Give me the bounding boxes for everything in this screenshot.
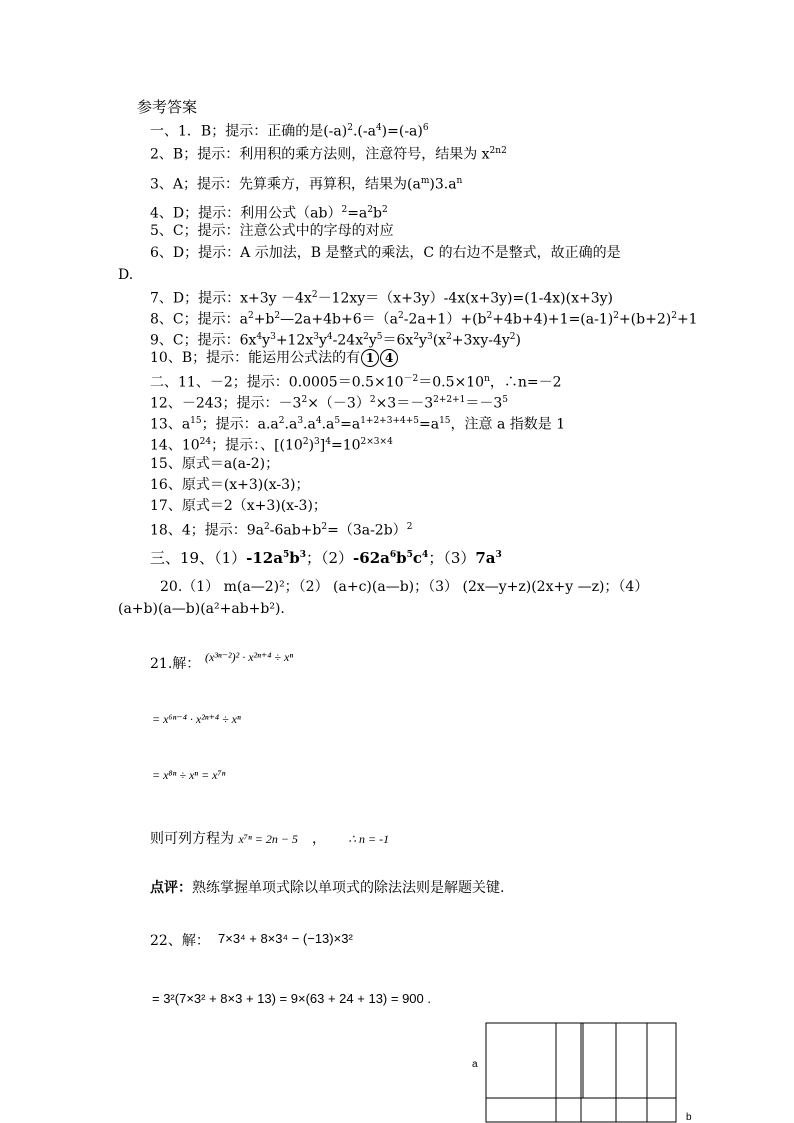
q19-answer-3: $7a^3$: [475, 549, 502, 567]
figure-label-a: a: [472, 1059, 478, 1070]
page-title: 参考答案: [137, 98, 198, 116]
answer-line: 5、C；提示：注意公式中的字母的对应: [150, 223, 394, 239]
answer-line: 8、C；提示：$a^2+b^2—2a+4b+6=(a^2-2a+1)+(b^2+4b+4)+1=(a-1)^2+(b+2)^2+1$: [150, 311, 698, 328]
circled-number: 4: [380, 349, 398, 367]
answer-line: 二、11、－2；提示：$0.0005=0.5\times 10^{-2}=0.5\times 10^n$，∴n=－2: [150, 374, 562, 391]
q19-answer-1: $-12a^5b^3$: [246, 549, 306, 567]
answer-line: 7、D；提示：$x+3y -4x^2-12xy=(x+3y)-4x(x+3y)=(1-4x)(x+3y)$: [150, 290, 613, 307]
q19-prefix: 三、19、（1）: [150, 549, 247, 567]
answer-22-label: 22、解：: [150, 933, 210, 949]
figure-label-b: b: [686, 1112, 692, 1123]
answer-line: 15、原式＝a(a-2)；: [150, 456, 280, 472]
answer-line: 14、$10^{24}$；提示：、$[(10^2)^3]^4=10^{2\times 3\times 4}$: [150, 437, 393, 454]
answer-22-eq-2: = 3²(7×3² + 8×3 + 13) = 9×(63 + 24 + 13) = 900 .: [152, 991, 431, 1006]
answer-line: 13、$a^{15}$；提示：$a.a^2.a^3.a^4.a^5=a^{1+2+3+4+5}=a^{15}$，注意 a 指数是 1: [150, 416, 566, 433]
answer-21-label: 21.解：: [150, 656, 201, 672]
answer-line: 2、B；提示：利用积的乘方法则，注意符号，结果为 $x^{2n2}$: [150, 146, 507, 163]
answer-line: 10、B；提示：能运用公式法的有 1 4: [150, 349, 398, 367]
answer-21-comment: 点评：熟练掌握单项式除以单项式的除法法则是解题关键.: [150, 880, 505, 896]
answer-21-eq-3: = x⁸ⁿ ÷ xⁿ = x⁷ⁿ: [152, 768, 226, 782]
answer-21-equation: 则可列方程为 x⁷ⁿ = 2n − 5 ， ∴ n = -1: [150, 831, 390, 847]
answer-line: 4、D；提示：利用公式$(ab)^2=a^2b^2$: [150, 205, 388, 222]
rectangle-figure: [470, 1016, 700, 1123]
answer-line: 18、4；提示：$9a^2-6ab+b^2=(3a-2b)^2$: [150, 522, 413, 539]
answer-20-line-1: 20.（1） m(a—2)²；（2） (a+c)(a—b)；（3） (2x—y+z)(2x+y —z)；（4）: [160, 579, 649, 595]
answer-line: 16、原式＝(x+3)(x-3)；: [150, 477, 310, 493]
answer-line: 12、－243；提示：$-3^2\times(-3)^2\times 3=-3^{2+2+1}=-3^5$: [150, 395, 509, 412]
answer-line: 17、原式＝2（x+3)(x-3)；: [150, 498, 327, 514]
answer-line: 3、A；提示：先算乘方，再算积，结果为$(a^m)3.a^n$: [150, 176, 463, 193]
answer-19: 三、19、$(1)-12a^5b^3$；$(2)-62a^6b^5c^4$；$(3)7a^3$: [150, 549, 502, 567]
circled-number: 1: [361, 349, 379, 367]
answer-20-line-2: (a+b)(a—b)(a²+ab+b²).: [118, 601, 285, 617]
answer-21-eq-1: (x³ⁿ⁻²)² · x²ⁿ⁺⁴ ÷ xⁿ: [205, 650, 294, 664]
answer-22-eq-1: 7×3⁴ + 8×3⁴ − (−13)×3²: [218, 931, 353, 946]
answer-line: 一、1．B；提示：正确的是$(-a)^2.(-a^4)=(-a)^6$: [150, 123, 429, 140]
answer-line: D.: [118, 267, 134, 283]
answer-line: 9、C；提示：$6x^4y^3+12x^3y^4-24x^2y^5=6x^2y^3(x^2+3xy-4y^2)$: [150, 332, 521, 349]
answer-21-eq-2: = x⁶ⁿ⁻⁴ · x²ⁿ⁺⁴ ÷ xⁿ: [152, 712, 241, 726]
answer-line: 6、D；提示：A 示加法，B 是整式的乘法，C 的右边不是整式，故正确的是: [150, 245, 621, 261]
q19-answer-2: $-62a^6b^5c^4$: [353, 549, 429, 567]
